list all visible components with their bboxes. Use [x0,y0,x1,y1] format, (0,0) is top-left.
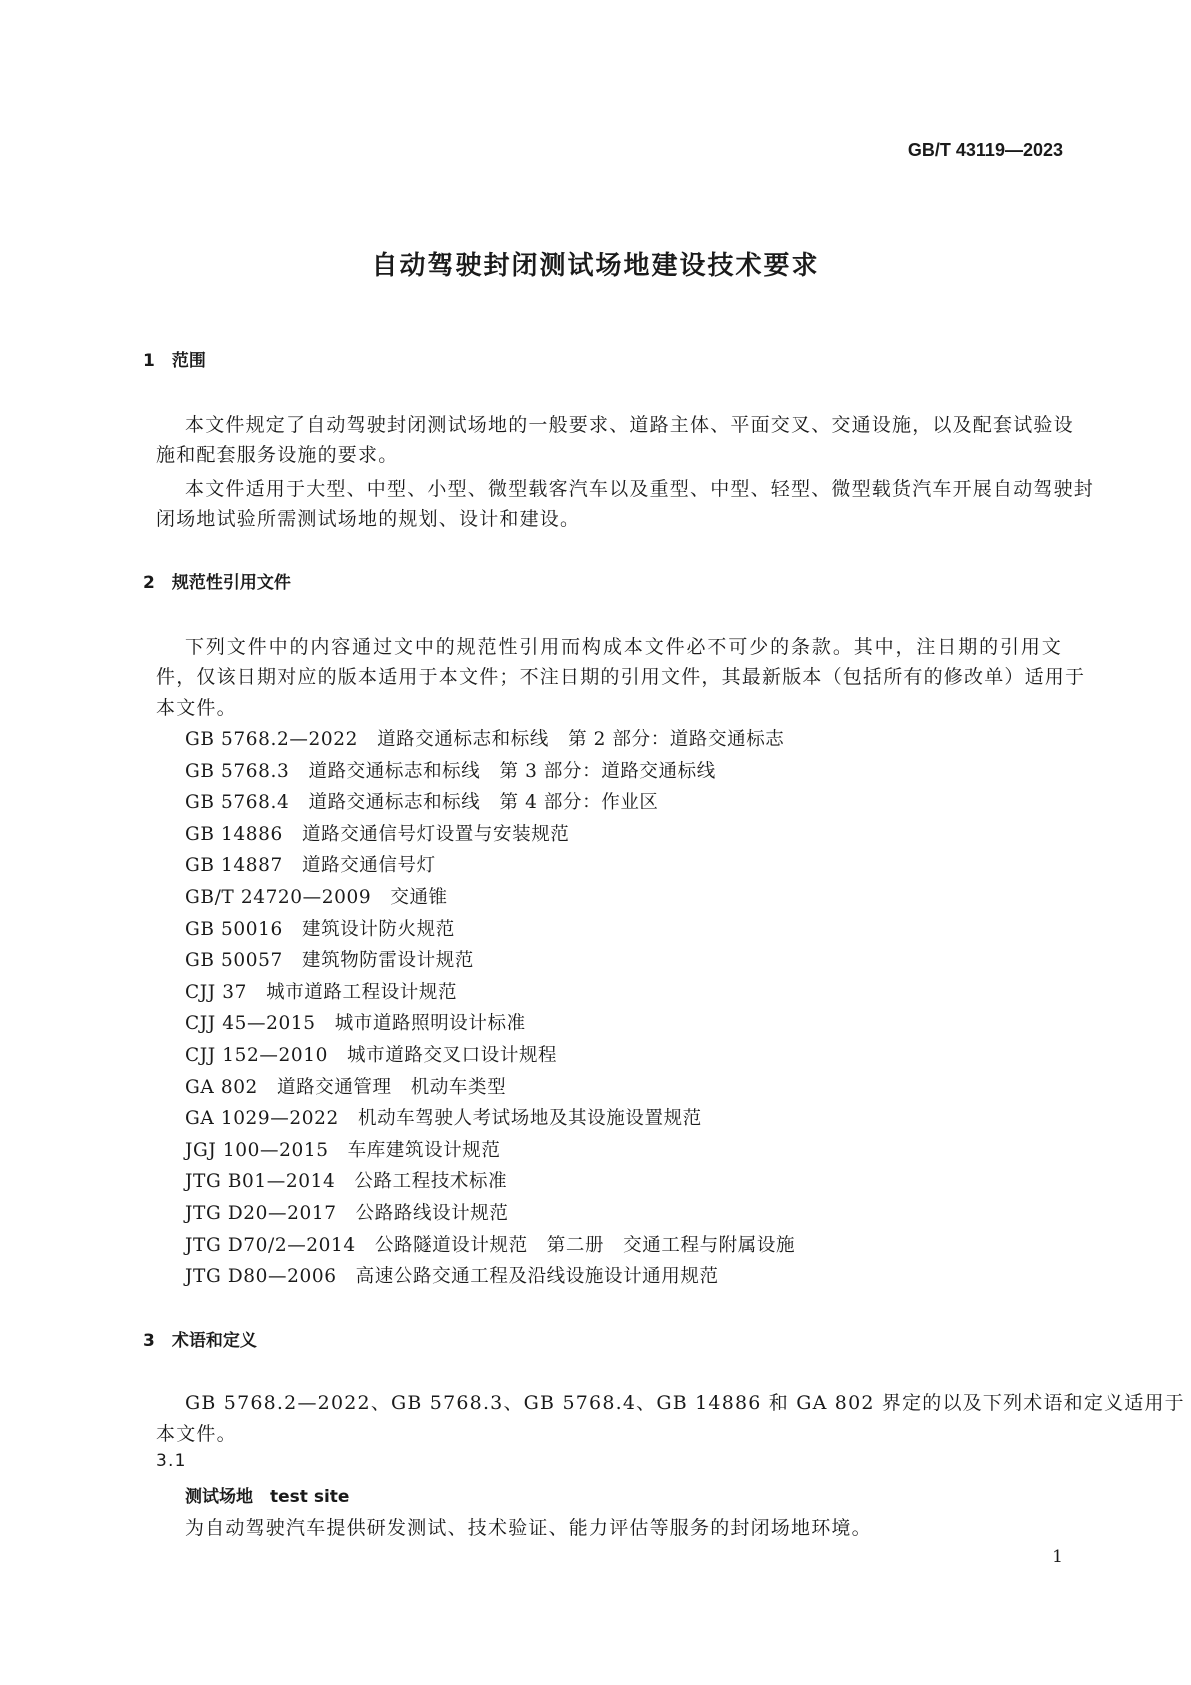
page-number: 1 [1052,1547,1063,1567]
section-heading-normative-references: 2 规范性引用文件 [143,573,291,593]
paragraph-line: 下列文件中的内容通过文中的规范性引用而构成本文件必不可少的条款。其中，注日期的引用文 [185,636,1062,658]
paragraph-line: GB 5768.2—2022、GB 5768.3、GB 5768.4、GB 14886 和 GA 802 界定的以及下列术语和定义适用于 [185,1392,1185,1414]
reference-item: GB 5768.3 道路交通标志和标线 第 3 部分：道路交通标线 [185,760,716,782]
paragraph-line: 本文件规定了自动驾驶封闭测试场地的一般要求、道路主体、平面交叉、交通设施，以及配套试验设 [185,414,1074,436]
term-definition: 为自动驾驶汽车提供研发测试、技术验证、能力评估等服务的封闭场地环境。 [185,1517,872,1539]
reference-item: GB 5768.2—2022 道路交通标志和标线 第 2 部分：道路交通标志 [185,729,785,750]
paragraph-line: 件，仅该日期对应的版本适用于本文件；不注日期的引用文件，其最新版本（包括所有的修改单）适用于 [156,666,1086,688]
paragraph-line: 施和配套服务设施的要求。 [156,444,399,466]
reference-item: CJJ 37 城市道路工程设计规范 [185,981,458,1003]
reference-item: JTG D70/2—2014 公路隧道设计规范 第二册 交通工程与附属设施 [185,1234,796,1256]
reference-item: GA 1029—2022 机动车驾驶人考试场地及其设施设置规范 [185,1108,702,1130]
reference-item: GB/T 24720—2009 交通锥 [185,887,448,908]
reference-item: JTG D80—2006 高速公路交通工程及沿线设施设计通用规范 [185,1266,719,1288]
paragraph-line: 本文件。 [156,1423,237,1445]
reference-item: GB 14887 道路交通信号灯 [185,855,436,877]
reference-item: JGJ 100—2015 车库建筑设计规范 [185,1139,501,1161]
reference-item: JTG B01—2014 公路工程技术标准 [185,1171,508,1193]
section-heading-scope: 1 范围 [143,351,206,371]
reference-item: GB 50016 建筑设计防火规范 [185,918,455,940]
reference-item: GB 5768.4 道路交通标志和标线 第 4 部分：作业区 [185,792,659,814]
reference-item: GA 802 道路交通管理 机动车类型 [185,1076,507,1098]
reference-item: JTG D20—2017 公路路线设计规范 [185,1203,509,1224]
term-title: 测试场地 test site [185,1487,350,1507]
section-heading-terms: 3 术语和定义 [143,1331,257,1351]
reference-item: GB 14886 道路交通信号灯设置与安装规范 [185,823,570,845]
reference-item: CJJ 45—2015 城市道路照明设计标准 [185,1013,526,1035]
reference-item: CJJ 152—2010 城市道路交叉口设计规程 [185,1045,558,1066]
reference-item: GB 50057 建筑物防雷设计规范 [185,950,474,972]
document-title: 自动驾驶封闭测试场地建设技术要求 [371,251,820,281]
standard-number: GB/T 43119—2023 [907,140,1063,160]
paragraph-line: 本文件适用于大型、中型、小型、微型载客汽车以及重型、中型、轻型、微型载货汽车开展自动驾驶封 [185,478,1095,500]
clause-number: 3.1 [156,1451,187,1471]
paragraph-line: 闭场地试验所需测试场地的规划、设计和建设。 [156,508,581,530]
paragraph-line: 本文件。 [156,697,237,719]
